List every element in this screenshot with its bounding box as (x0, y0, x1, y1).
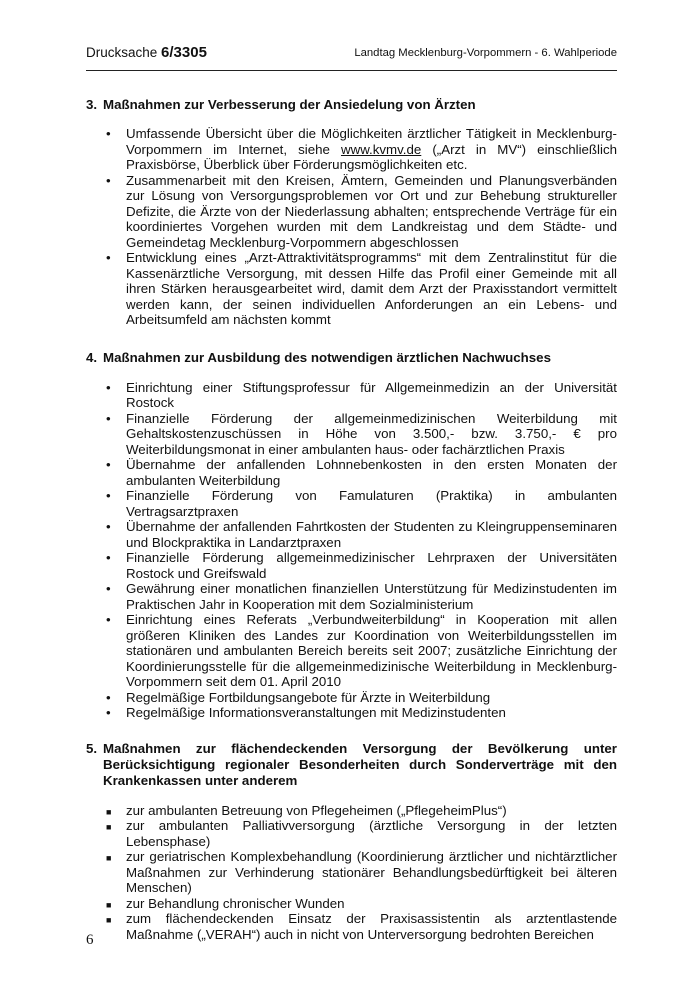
bullet-icon: • (106, 379, 111, 395)
square-bullet-icon: ■ (106, 915, 112, 925)
square-bullet-icon: ■ (106, 853, 112, 863)
list-item (86, 803, 617, 819)
bullet-icon: • (106, 126, 111, 141)
section-4-heading (86, 350, 617, 366)
list-item (86, 550, 617, 581)
section-4-title: Maßnahmen zur Ausbildung des notwendigen ärztlichen Nachwuchses (103, 349, 551, 365)
bullet-icon: • (106, 519, 111, 534)
list-item-text: Einrichtung eines Referats „Verbundweiterbildung“ in Kooperation mit allen größeren Kliniken des Landes zur Koordination von Weiterbildungsstellen im stationären und ambulanten Bereich bereits seit 2007; zusätzliche Einrichtung der Koordinierungsstelle für die allgemeinmedizinische Weiterbildung in Mecklenburg-Vorpommern seit dem 01. April 2010 (126, 612, 617, 689)
list-item (86, 612, 617, 690)
list-item-text: Übernahme der anfallenden Fahrtkosten der Studenten zu Kleingruppenseminaren und Blockpraktika in Landarztpraxen (126, 519, 617, 550)
list-item-text: Übernahme der anfallenden Lohnnebenkosten in den ersten Monaten der ambulanten Weiterbildung (126, 457, 617, 488)
document-number (86, 44, 207, 61)
list-item (86, 173, 617, 251)
list-item (86, 849, 617, 896)
list-item (86, 581, 617, 612)
list-item-text: Finanzielle Förderung von Famulaturen (Praktika) in ambulanten Vertragsarztpraxen (126, 488, 617, 519)
bullet-icon: • (106, 689, 111, 705)
bullet-icon: • (106, 457, 111, 472)
list-item-text: Zusammenarbeit mit den Kreisen, Ämtern, Gemeinden und Planungsverbänden zur Lösung von Versorgungsproblemen vor Ort und zur Behebung struktureller Defizite, die Ärzte von der Niederlassung abhalten; entsprechende Verträge für ein koordiniertes Vorgehen wurden mit dem Landkreistag und dem Städte- und Gemeindetag Mecklenburg-Vorpommern abgeschlossen (126, 172, 617, 250)
list-item (86, 911, 617, 942)
parliament-label: Landtag Mecklenburg-Vorpommern - 6. Wahlperiode (354, 47, 617, 59)
section-3-title: Maßnahmen zur Verbesserung der Ansiedelung von Ärzten (103, 97, 476, 112)
bullet-icon: • (106, 550, 111, 565)
section-3-number: 3. (86, 97, 98, 112)
document-number-value: 6/3305 (161, 44, 207, 61)
bullet-icon: • (106, 410, 111, 426)
bullet-icon: • (106, 612, 111, 627)
bullet-icon: • (106, 250, 111, 265)
list-item (86, 457, 617, 488)
section-4-list (86, 380, 617, 721)
list-item-text: zur Behandlung chronischer Wunden (126, 895, 345, 911)
square-bullet-icon: ■ (106, 899, 112, 910)
list-item-text: Entwicklung eines „Arzt-Attraktivitätsprogramms“ mit dem Zentralinstitut für die Kassenärztliche Versorgung, mit dessen Hilfe das Profil einer Gemeinde mit all ihren Stärken herausgearbeitet wird, damit dem Arzt der Praxisstandort vermittelt werden kann, der seinen individuellen Anforderungen an ein Lebens- und Arbeitsumfeld am nächsten kommt (126, 250, 617, 327)
list-item-text: Regelmäßige Informationsveranstaltungen mit Medizinstudenten (126, 705, 506, 720)
section-5-number: 5. (86, 740, 98, 756)
list-item-text: Einrichtung einer Stiftungsprofessur für Allgemeinmedizin an der Universität Rostock (126, 379, 617, 410)
bullet-icon: • (106, 705, 111, 720)
kvmv-link[interactable]: www.kvmv.de (340, 141, 422, 157)
bullet-icon: • (106, 172, 111, 188)
section-5-heading (86, 741, 617, 789)
list-item-text: zur geriatrischen Komplexbehandlung (Koordinierung ärztlicher und nichtärztlicher Maßnahmen zur Verhinderung stationärer Behandlungsbedürftigkeit bei älteren Menschen) (126, 849, 617, 895)
list-item (86, 411, 617, 458)
list-item-text: („Arzt in MV“) einschließlich Praxisbörse, Überblick über Förderungsmöglichkeiten etc. (126, 141, 617, 172)
list-item-text: zur ambulanten Palliativversorgung (ärztliche Versorgung in der letzten Lebensphase) (126, 818, 617, 849)
list-item (86, 488, 617, 519)
section-5-title: Maßnahmen zur flächendeckenden Versorgung der Bevölkerung unter Berücksichtigung regionaler Besonderheiten durch Sonderverträge mit den Krankenkassen unter anderem (103, 740, 617, 788)
header-rule (86, 70, 617, 71)
list-item (86, 126, 617, 173)
bullet-icon: • (106, 488, 111, 503)
list-item-text: Umfassende Übersicht über die Möglichkeiten ärztlicher Tätigkeit in Mecklenburg-Vorpommern im Internet, siehe (126, 126, 617, 157)
document-body (86, 97, 617, 942)
section-3-heading (86, 97, 617, 113)
list-item (86, 380, 617, 411)
list-item (86, 250, 617, 328)
bullet-icon: • (106, 581, 111, 596)
list-item-text: Gewährung einer monatlichen finanziellen Unterstützung für Medizinstudenten im Praktischen Jahr in Kooperation mit dem Sozialministerium (126, 581, 617, 612)
document-label: Drucksache (86, 45, 158, 60)
list-item-text: zur ambulanten Betreuung von Pflegeheimen („PflegeheimPlus“) (126, 802, 507, 818)
square-bullet-icon: ■ (106, 822, 112, 832)
list-item-text: Finanzielle Förderung der allgemeinmedizinischen Weiterbildung mit Gehaltskostenzuschüssen in Höhe von 3.500,- bzw. 3.750,- € pro Weiterbildungsmonat in einer ambulanten haus- oder fachärztlichen Praxis (126, 410, 617, 457)
section-3-list (86, 126, 617, 328)
square-bullet-icon: ■ (106, 806, 112, 817)
section-4-number: 4. (86, 349, 98, 365)
page-header (86, 44, 617, 64)
list-item (86, 690, 617, 706)
list-item (86, 818, 617, 849)
list-item (86, 705, 617, 721)
list-item (86, 896, 617, 912)
list-item-text: Finanzielle Förderung allgemeinmedizinischer Lehrpraxen der Universitäten Rostock und Greifswald (126, 550, 617, 581)
list-item-text: Regelmäßige Fortbildungsangebote für Ärzte in Weiterbildung (126, 689, 491, 705)
list-item (86, 519, 617, 550)
page-number: 6 (86, 932, 94, 948)
list-item-text: zum flächendeckenden Einsatz der Praxisassistentin als arztentlastende Maßnahme („VERAH“) auch in nicht von Unterversorgung bedrohten Bereichen (126, 911, 617, 942)
section-5-list (86, 803, 617, 943)
